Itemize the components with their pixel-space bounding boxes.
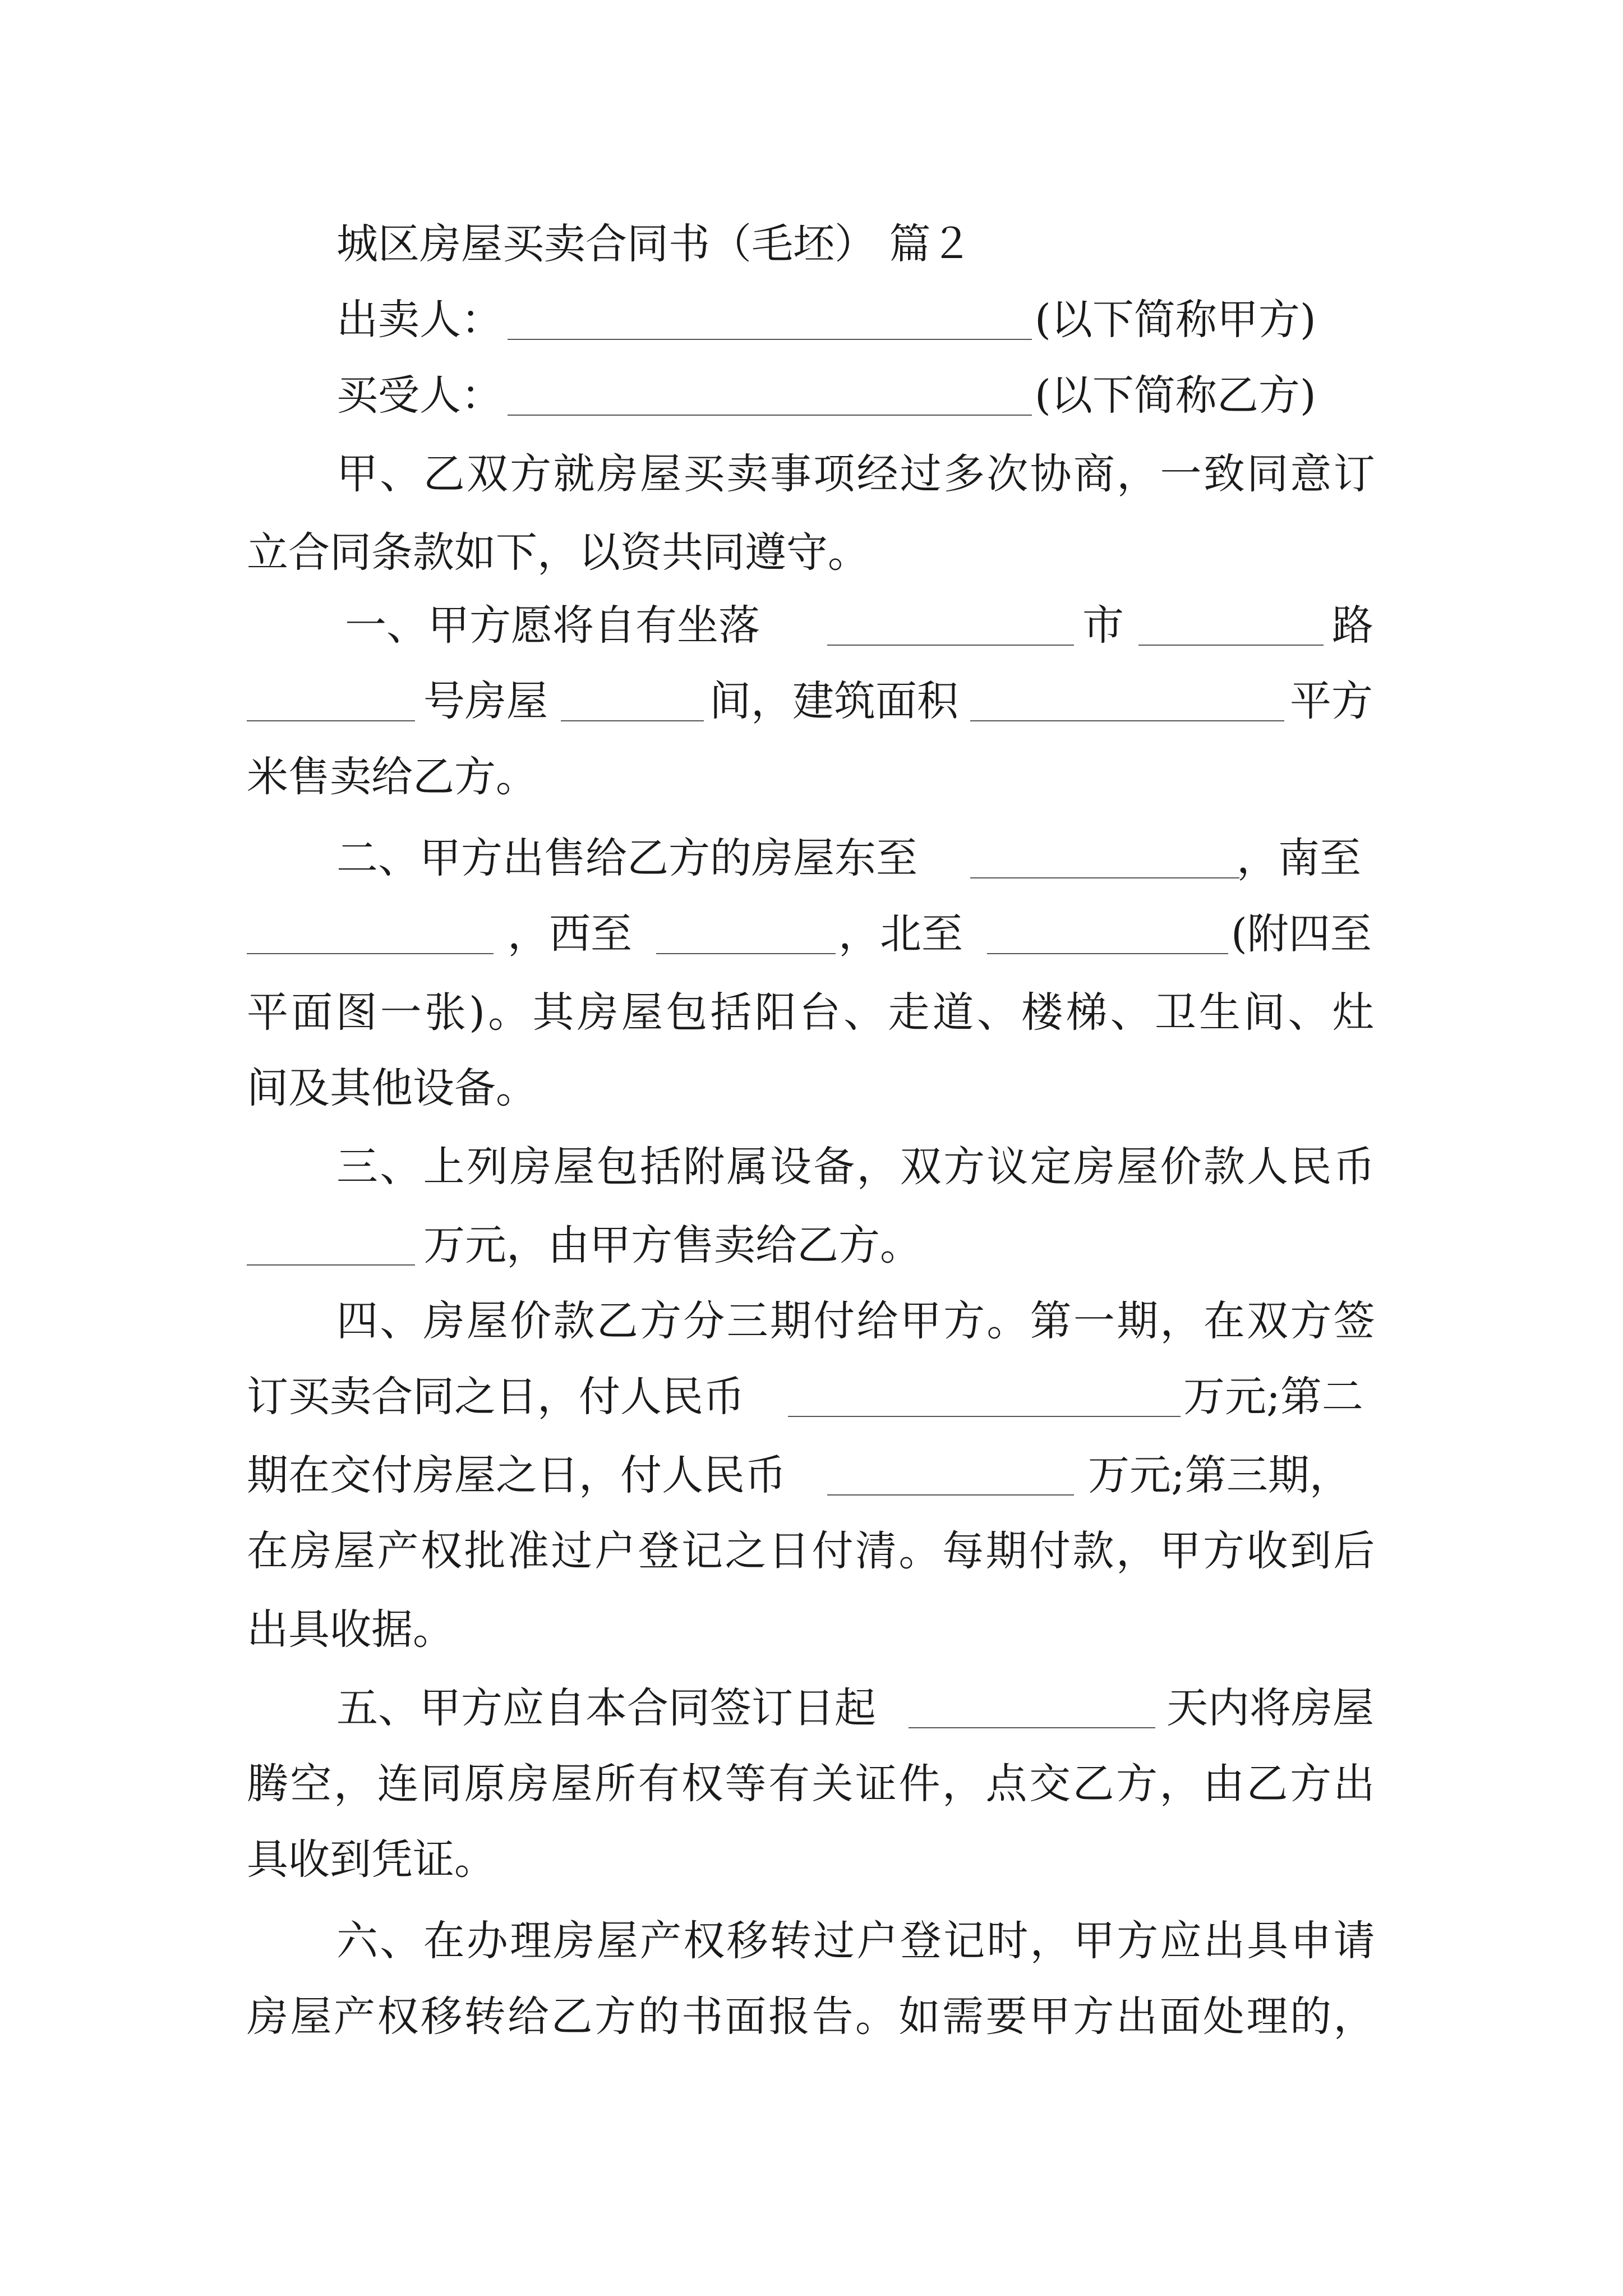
first-payment-blank xyxy=(788,1416,1181,1417)
clause-6-text-b: 房屋产权移转给乙方的书面报告。如需要甲方出面处理的， xyxy=(247,1993,1377,2041)
clause-1-line-3 xyxy=(0,743,1623,811)
clause-5-text-c: 腾空，连同原房屋所有权等有关证件，点交乙方，由乙方出 xyxy=(247,1760,1377,1808)
clause-1-text-a: 一、甲方愿将自有坐落 xyxy=(345,601,760,650)
buyer-blank xyxy=(508,415,1032,416)
seller-label: 出卖人： xyxy=(336,296,502,344)
clause-1-text-d: 号房屋 xyxy=(423,677,548,725)
buyer-label: 买受人： xyxy=(336,371,502,420)
clause-2-text-b: ，南至 xyxy=(1237,834,1361,882)
clause-2-text-c: ，西至 xyxy=(508,910,632,958)
clause-2-text-g: 间及其他设备。 xyxy=(247,1064,537,1112)
clause-4-text-a: 四、房屋价款乙方分三期付给甲方。第一期，在双方签 xyxy=(336,1297,1377,1345)
clause-5-text-b: 天内将房屋 xyxy=(1166,1684,1374,1732)
document-title xyxy=(0,210,1623,278)
area-blank xyxy=(970,720,1284,721)
days-blank xyxy=(909,1727,1155,1728)
clause-4-text-f: 在房屋产权批准过户登记之日付清。每期付款，甲方收到后 xyxy=(247,1527,1377,1575)
intro-line-2 xyxy=(0,519,1623,586)
intro-line-1 xyxy=(0,440,1623,508)
clause-4-line-1 xyxy=(0,1287,1623,1355)
buyer-suffix: (以下简称乙方) xyxy=(1035,371,1316,420)
clause-3-line-2 xyxy=(0,1212,1623,1279)
clause-1-text-e: 间，建筑面积 xyxy=(709,677,958,725)
clause-1-text-c: 路 xyxy=(1332,601,1373,650)
clause-5-text-a: 五、甲方应自本合同签订日起 xyxy=(336,1684,876,1732)
clause-1-text-b: 市 xyxy=(1082,601,1124,650)
clause-2-line-4 xyxy=(0,1055,1623,1122)
rooms-blank xyxy=(561,720,704,721)
clause-5-text-d: 具收到凭证。 xyxy=(247,1835,496,1884)
intro-text-2: 立合同条款如下，以资共同遵守。 xyxy=(247,528,869,577)
city-blank xyxy=(827,645,1074,646)
number-blank xyxy=(247,720,415,721)
west-blank xyxy=(656,953,836,954)
clause-4-text-g: 出具收据。 xyxy=(247,1605,454,1654)
south-blank xyxy=(247,953,494,954)
clause-1-text-f: 平方 xyxy=(1290,677,1373,725)
clause-6-line-2 xyxy=(0,1983,1623,2050)
price-blank xyxy=(247,1264,415,1266)
clause-1-text-g: 米售卖给乙方。 xyxy=(247,753,537,801)
seller-blank xyxy=(508,339,1032,340)
seller-line xyxy=(0,286,1623,353)
intro-text-1: 甲、乙双方就房屋买卖事项经过多次协商，一致同意订 xyxy=(336,450,1377,498)
clause-2-text-a: 二、甲方出售给乙方的房屋东至 xyxy=(336,834,917,882)
clause-4-line-5 xyxy=(0,1596,1623,1663)
clause-2-text-d: ，北至 xyxy=(838,910,963,958)
clause-5-line-1 xyxy=(0,1674,1623,1742)
clause-6-text-a: 六、在办理房屋产权移转过户登记时，甲方应出具申请 xyxy=(336,1917,1377,1965)
east-blank xyxy=(970,877,1239,878)
clause-4-text-b: 订买卖合同之日，付人民币 xyxy=(247,1373,745,1421)
clause-3-line-1 xyxy=(0,1133,1623,1200)
clause-4-text-e: 万元;第三期， xyxy=(1088,1451,1351,1499)
clause-6-line-1 xyxy=(0,1907,1623,1975)
road-blank xyxy=(1138,645,1324,646)
clause-5-line-3 xyxy=(0,1826,1623,1893)
title-text: 城区房屋买卖合同书（毛坯） 篇２ xyxy=(336,220,972,268)
clause-1-line-1 xyxy=(0,592,1623,659)
clause-4-text-c: 万元;第二 xyxy=(1183,1373,1363,1421)
clause-3-text-a: 三、上列房屋包括附属设备，双方议定房屋价款人民币 xyxy=(336,1143,1377,1191)
clause-2-text-e: (附四至 xyxy=(1231,910,1372,958)
clause-2-text-f: 平面图一张)。其房屋包括阳台、走道、楼梯、卫生间、灶 xyxy=(247,988,1377,1037)
clause-2-line-1 xyxy=(0,825,1623,892)
clause-2-line-2 xyxy=(0,900,1623,968)
north-blank xyxy=(987,953,1228,954)
clause-5-line-2 xyxy=(0,1750,1623,1818)
clause-1-line-2 xyxy=(0,668,1623,735)
clause-4-text-d: 期在交付房屋之日，付人民币 xyxy=(247,1451,786,1499)
buyer-line xyxy=(0,362,1623,429)
clause-4-line-2 xyxy=(0,1363,1623,1430)
clause-4-line-3 xyxy=(0,1442,1623,1509)
second-payment-blank xyxy=(827,1494,1074,1496)
seller-suffix: (以下简称甲方) xyxy=(1035,296,1316,344)
clause-2-line-3 xyxy=(0,979,1623,1046)
clause-3-text-b: 万元，由甲方售卖给乙方。 xyxy=(423,1221,921,1269)
clause-4-line-4 xyxy=(0,1517,1623,1585)
